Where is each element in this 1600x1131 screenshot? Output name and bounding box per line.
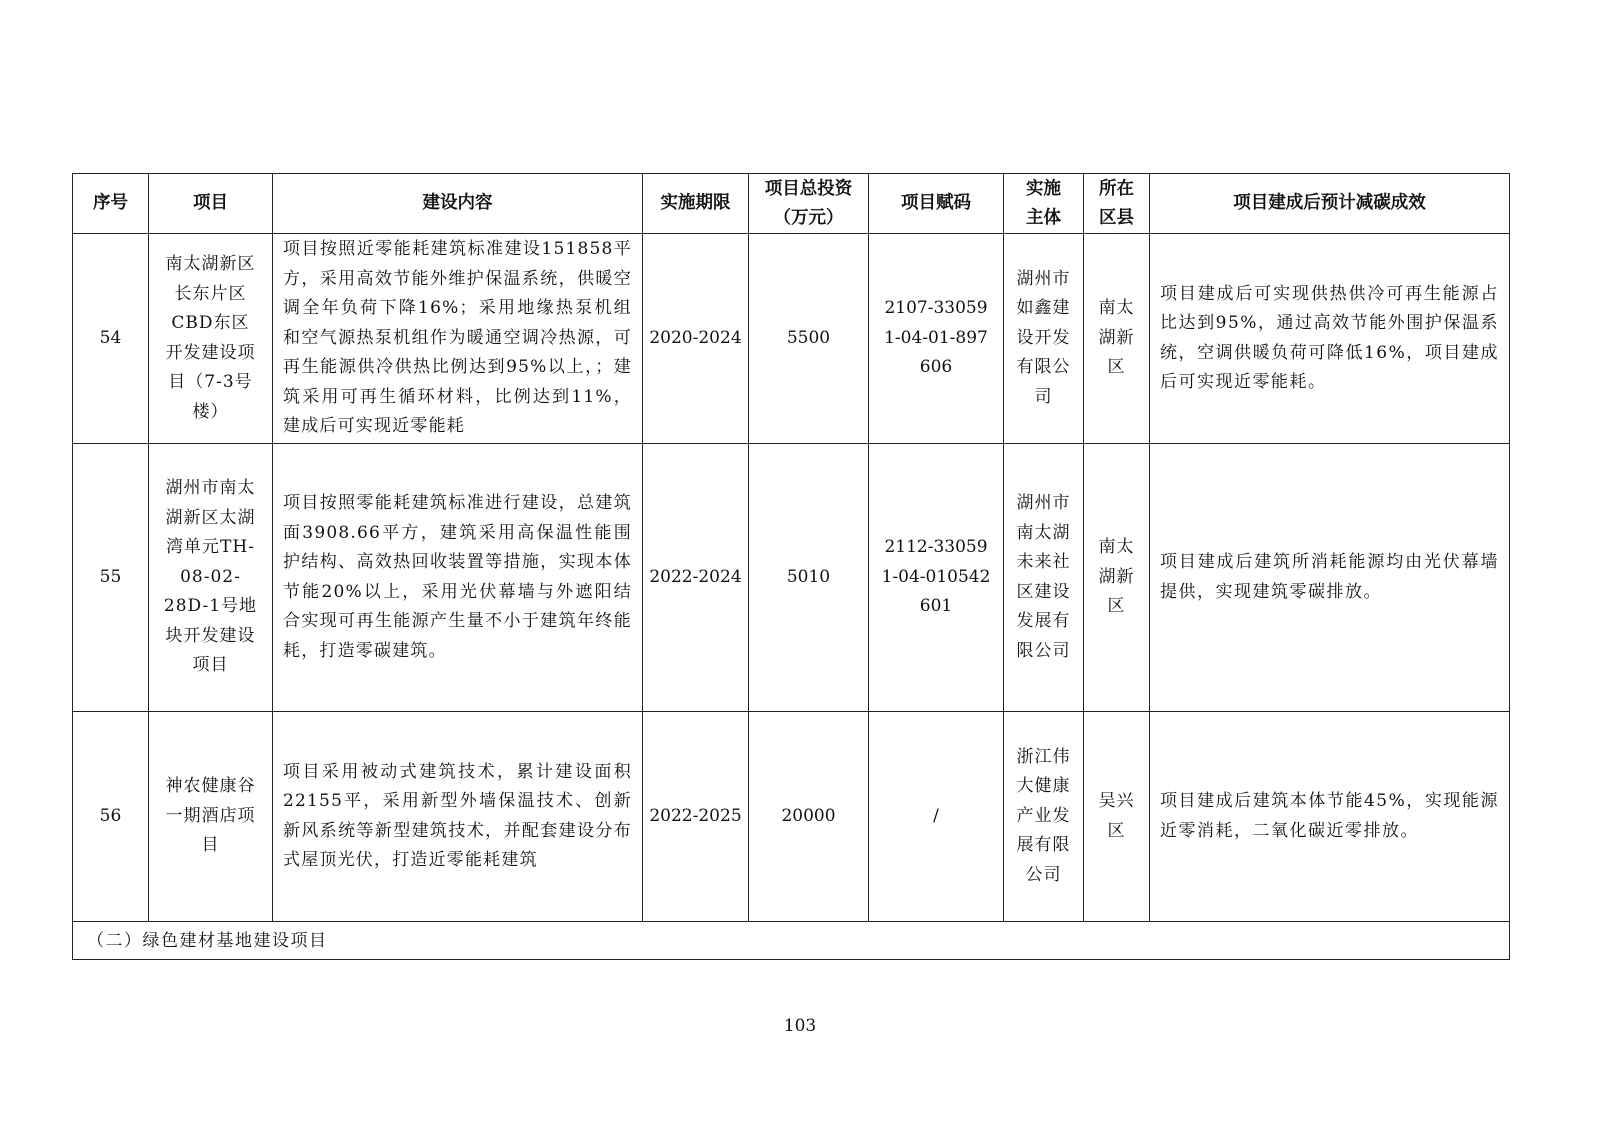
cell-county: 吴兴区 — [1084, 712, 1150, 922]
cell-period: 2020-2024 — [643, 234, 749, 444]
cell-period: 2022-2025 — [643, 712, 749, 922]
cell-county: 南太湖新区 — [1084, 234, 1150, 444]
header-entity: 实施主体 — [1004, 174, 1084, 234]
header-investment: 项目总投资（万元） — [749, 174, 869, 234]
section-title: （二）绿色建材基地建设项目 — [73, 922, 1510, 960]
cell-effect: 项目建成后建筑本体节能45%，实现能源近零消耗，二氧化碳近零排放。 — [1150, 712, 1510, 922]
cell-project: 湖州市南太湖新区太湖湾单元TH-08-02-28D-1号地块开发建设项目 — [149, 444, 273, 712]
project-table — [72, 173, 1510, 960]
cell-entity: 湖州市如鑫建设开发有限公司 — [1004, 234, 1084, 444]
cell-code: / — [869, 712, 1004, 922]
table-header-row — [73, 174, 1510, 234]
cell-code: 2107-330591-04-01-897606 — [869, 234, 1004, 444]
header-content: 建设内容 — [273, 174, 643, 234]
table-row — [73, 234, 1510, 444]
cell-investment: 5500 — [749, 234, 869, 444]
cell-entity: 浙江伟大健康产业发展有限公司 — [1004, 712, 1084, 922]
cell-entity: 湖州市南太湖未来社区建设发展有限公司 — [1004, 444, 1084, 712]
cell-project: 神农健康谷一期酒店项目 — [149, 712, 273, 922]
cell-effect: 项目建成后可实现供热供冷可再生能源占比达到95%，通过高效节能外围护保温系统，空调供暖负荷可降低16%，项目建成后可实现近零能耗。 — [1150, 234, 1510, 444]
page-number: 103 — [783, 1016, 817, 1036]
cell-seq: 54 — [73, 234, 149, 444]
header-code: 项目赋码 — [869, 174, 1004, 234]
header-effect: 项目建成后预计减碳成效 — [1150, 174, 1510, 234]
cell-period: 2022-2024 — [643, 444, 749, 712]
header-seq: 序号 — [73, 174, 149, 234]
cell-investment: 5010 — [749, 444, 869, 712]
table-row — [73, 712, 1510, 922]
cell-content: 项目按照近零能耗建筑标准建设151858平方，采用高效节能外维护保温系统，供暖空调全年负荷下降16%；采用地缘热泵机组和空气源热泵机组作为暖通空调冷热源，可再生能源供冷供热比例达到95%以上，；建筑采用可再生循环材料，比例达到11%，建成后可实现近零能耗 — [273, 234, 643, 444]
section-row — [73, 922, 1510, 960]
cell-seq: 55 — [73, 444, 149, 712]
cell-project: 南太湖新区长东片区CBD东区开发建设项目（7-3号楼） — [149, 234, 273, 444]
cell-county: 南太湖新区 — [1084, 444, 1150, 712]
cell-content: 项目采用被动式建筑技术，累计建设面积22155平，采用新型外墙保温技术、创新新风系统等新型建筑技术，并配套建设分布式屋顶光伏，打造近零能耗建筑 — [273, 712, 643, 922]
cell-code: 2112-330591-04-010542601 — [869, 444, 1004, 712]
table-row — [73, 444, 1510, 712]
cell-investment: 20000 — [749, 712, 869, 922]
cell-effect: 项目建成后建筑所消耗能源均由光伏幕墙提供，实现建筑零碳排放。 — [1150, 444, 1510, 712]
cell-content: 项目按照零能耗建筑标准进行建设，总建筑面3908.66平方，建筑采用高保温性能围护结构、高效热回收装置等措施，实现本体节能20%以上，采用光伏幕墙与外遮阳结合实现可再生能源产生量不小于建筑年终能耗，打造零碳建筑。 — [273, 444, 643, 712]
header-project: 项目 — [149, 174, 273, 234]
cell-seq: 56 — [73, 712, 149, 922]
header-county: 所在区县 — [1084, 174, 1150, 234]
header-period: 实施期限 — [643, 174, 749, 234]
